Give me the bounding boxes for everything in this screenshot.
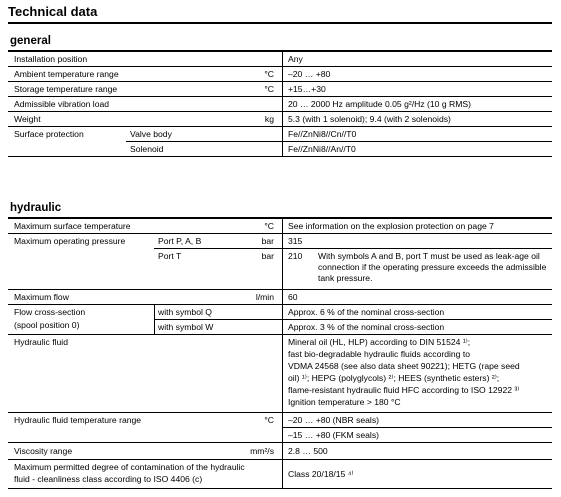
port-t-unit: bar — [261, 251, 274, 261]
row-max-flow — [8, 290, 552, 305]
fluid-line: oil) ¹⁾; HEPG (polyglycols) ²⁾; HEES (synthetic esters) ²⁾; — [288, 373, 500, 383]
row-label-2: (spool position 0) — [14, 320, 80, 330]
row-label: Maximum permitted degree of contamination of the hydraulic — [14, 462, 245, 472]
port-pab-unit: bar — [261, 236, 274, 246]
row-label: Viscosity range — [14, 446, 73, 456]
row-flow-cross-section — [8, 305, 552, 335]
port-t-note: With symbols A and B, port T must be used as leak-age oil connection if the operating pressure exceeds the admissible tank pressure. — [318, 251, 547, 283]
row-value: Any — [288, 54, 303, 64]
fluid-line: Ignition temperature > 180 °C — [288, 397, 401, 407]
row-vibration-load — [8, 97, 552, 112]
value-fkm: –15 … +80 (FKM seals) — [288, 430, 379, 440]
row-label-2: fluid - cleanliness class according to ISO 4406 (c) — [14, 474, 203, 484]
value-nbr: –20 … +80 (NBR seals) — [288, 415, 379, 425]
row-unit: mm²/s — [250, 446, 274, 456]
fluid-line: flame-resistant hydraulic fluid HFC according to ISO 12922 ³⁾ — [288, 385, 520, 395]
symbol-q-label: with symbol Q — [158, 307, 212, 317]
row-surface-protection — [8, 127, 552, 157]
row-ambient-temperature — [8, 67, 552, 82]
row-value: 20 … 2000 Hz amplitude 0.05 g²/Hz (10 g RMS) — [288, 99, 471, 109]
port-t-label: Port T — [158, 251, 182, 261]
solenoid-value: Fe//ZnNi8//An//T0 — [288, 144, 356, 154]
row-label: Maximum surface temperature — [14, 221, 131, 231]
row-unit: °C — [264, 415, 274, 425]
row-unit: kg — [264, 114, 274, 124]
fluid-line: fast bio-degradable hydraulic fluids according to — [288, 349, 471, 359]
row-label: Surface protection — [14, 129, 84, 139]
row-unit: °C — [264, 69, 274, 79]
row-value: 2.8 … 500 — [288, 446, 328, 456]
row-hydraulic-fluid — [8, 335, 552, 413]
row-label: Flow cross-section — [14, 307, 86, 317]
row-value: 60 — [288, 292, 298, 302]
row-label: Storage temperature range — [14, 84, 118, 94]
port-pab-value: 315 — [288, 236, 303, 246]
row-value: Class 20/18/15 ⁴⁾ — [288, 469, 354, 479]
row-label: Admissible vibration load — [14, 99, 110, 109]
row-value: +15…+30 — [288, 84, 326, 94]
row-value: –20 … +80 — [288, 69, 331, 79]
symbol-w-value: Approx. 3 % of the nominal cross-section — [288, 322, 445, 332]
row-unit: °C — [264, 221, 274, 231]
fluid-line: Mineral oil (HL, HLP) according to DIN 51524 ¹⁾; — [288, 337, 471, 347]
symbol-w-label: with symbol W — [158, 322, 214, 332]
fluid-line: VDMA 24568 (see also data sheet 90221); HETG (rape seed — [288, 361, 520, 371]
row-max-surface-temperature — [8, 219, 552, 234]
row-label: Maximum operating pressure — [14, 236, 126, 246]
row-contamination — [8, 460, 552, 489]
row-viscosity — [8, 443, 552, 460]
section-title-general: general — [10, 35, 51, 47]
port-t-value: 210 — [288, 251, 303, 261]
section-title-hydraulic: hydraulic — [10, 202, 62, 214]
valve-body-value: Fe//ZnNi8//Cn//T0 — [288, 129, 357, 139]
row-label: Weight — [14, 114, 41, 124]
row-max-operating-pressure — [8, 234, 552, 290]
row-fluid-temperature — [8, 413, 552, 443]
row-label: Hydraulic fluid temperature range — [14, 415, 142, 425]
row-label: Ambient temperature range — [14, 69, 119, 79]
row-label: Installation position — [14, 54, 88, 64]
port-pab-label: Port P, A, B — [158, 236, 202, 246]
page-title: Technical data — [8, 4, 98, 19]
title-rule — [8, 22, 552, 24]
row-storage-temperature — [8, 82, 552, 97]
row-value: 5.3 (with 1 solenoid); 9.4 (with 2 solenoids) — [288, 114, 451, 124]
row-installation-position — [8, 52, 552, 67]
valve-body-label: Valve body — [130, 129, 172, 139]
row-label: Hydraulic fluid — [14, 337, 68, 347]
row-unit: °C — [264, 84, 274, 94]
symbol-q-value: Approx. 6 % of the nominal cross-section — [288, 307, 445, 317]
solenoid-label: Solenoid — [130, 144, 164, 154]
row-unit: l/min — [255, 292, 274, 302]
row-value: See information on the explosion protection on page 7 — [288, 221, 494, 231]
row-weight — [8, 112, 552, 127]
row-label: Maximum flow — [14, 292, 69, 302]
